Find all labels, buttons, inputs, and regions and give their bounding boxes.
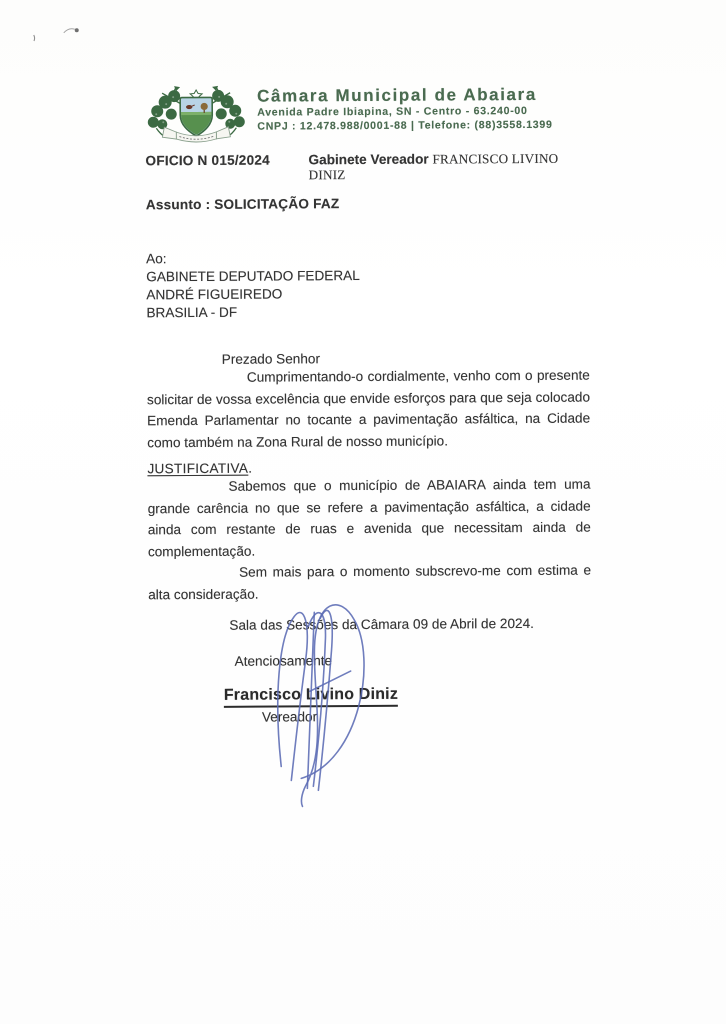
place-and-date: Sala das Sessões da Câmara 09 de Abril de 2024.	[229, 615, 534, 633]
justification-heading-text: JUSTIFICATIVA	[147, 460, 249, 477]
organization-name: Câmara Municipal de Abaiara	[257, 84, 537, 106]
paragraph-request: Cumprimentando-o cordialmente, venho com o presente solicitar de vossa excelência que envide esforços para que seja colocado Emenda Parlamentar no tocante a pavimentação asfáltica, na Cidade como também na Zona Rural de nosso município.	[146, 367, 591, 450]
scan-artifact-marks	[0, 1, 118, 62]
recipient-block	[146, 248, 589, 323]
office-line	[308, 151, 588, 183]
closing-word: Atenciosamente	[234, 653, 333, 669]
organization-address: Avenida Padre Ibiapina, SN - Centro - 63.240-00	[257, 104, 528, 119]
office-holder-name: FRANCISCO LIVINO DINIZ	[308, 150, 559, 183]
greeting: Prezado Senhor	[221, 351, 321, 367]
recipient-name: ANDRÉ FIGUEIREDO	[146, 286, 283, 303]
recipient-office: GABINETE DEPUTADO FEDERAL	[146, 267, 360, 285]
justification-heading-period: .	[248, 460, 253, 476]
office-label: Gabinete Vereador	[308, 151, 429, 168]
oficio-number: OFICIO N 015/2024	[145, 152, 270, 169]
paragraph-closing: Sem mais para o momento subscrevo-me com estima e alta consideração.	[148, 562, 592, 602]
letterhead-text	[257, 79, 553, 134]
coat-of-arms-logo	[143, 81, 249, 146]
signatory-name: Francisco Livino Diniz	[224, 685, 398, 708]
subject-line: Assunto : SOLICITAÇÃO FAZ	[145, 196, 340, 213]
letter-body	[145, 151, 591, 727]
reference-row	[145, 151, 588, 184]
paragraph-justification: Sabemos que o município de ABAIARA ainda tem uma grande carência no que se refere a pavimentação asfáltica, a cidade ainda com restante de ruas e avenida que necessitam ainda de complementação.	[147, 476, 591, 559]
letterhead	[143, 79, 603, 146]
signatory-block	[149, 667, 592, 727]
organization-registry-phone: CNPJ : 12.478.988/0001-88 | Telefone: (88)3558.1399	[257, 118, 553, 133]
signatory-title: Vereador	[261, 709, 318, 725]
recipient-city: BRASILIA - DF	[146, 304, 238, 321]
recipient-to-label: Ao:	[146, 251, 167, 267]
